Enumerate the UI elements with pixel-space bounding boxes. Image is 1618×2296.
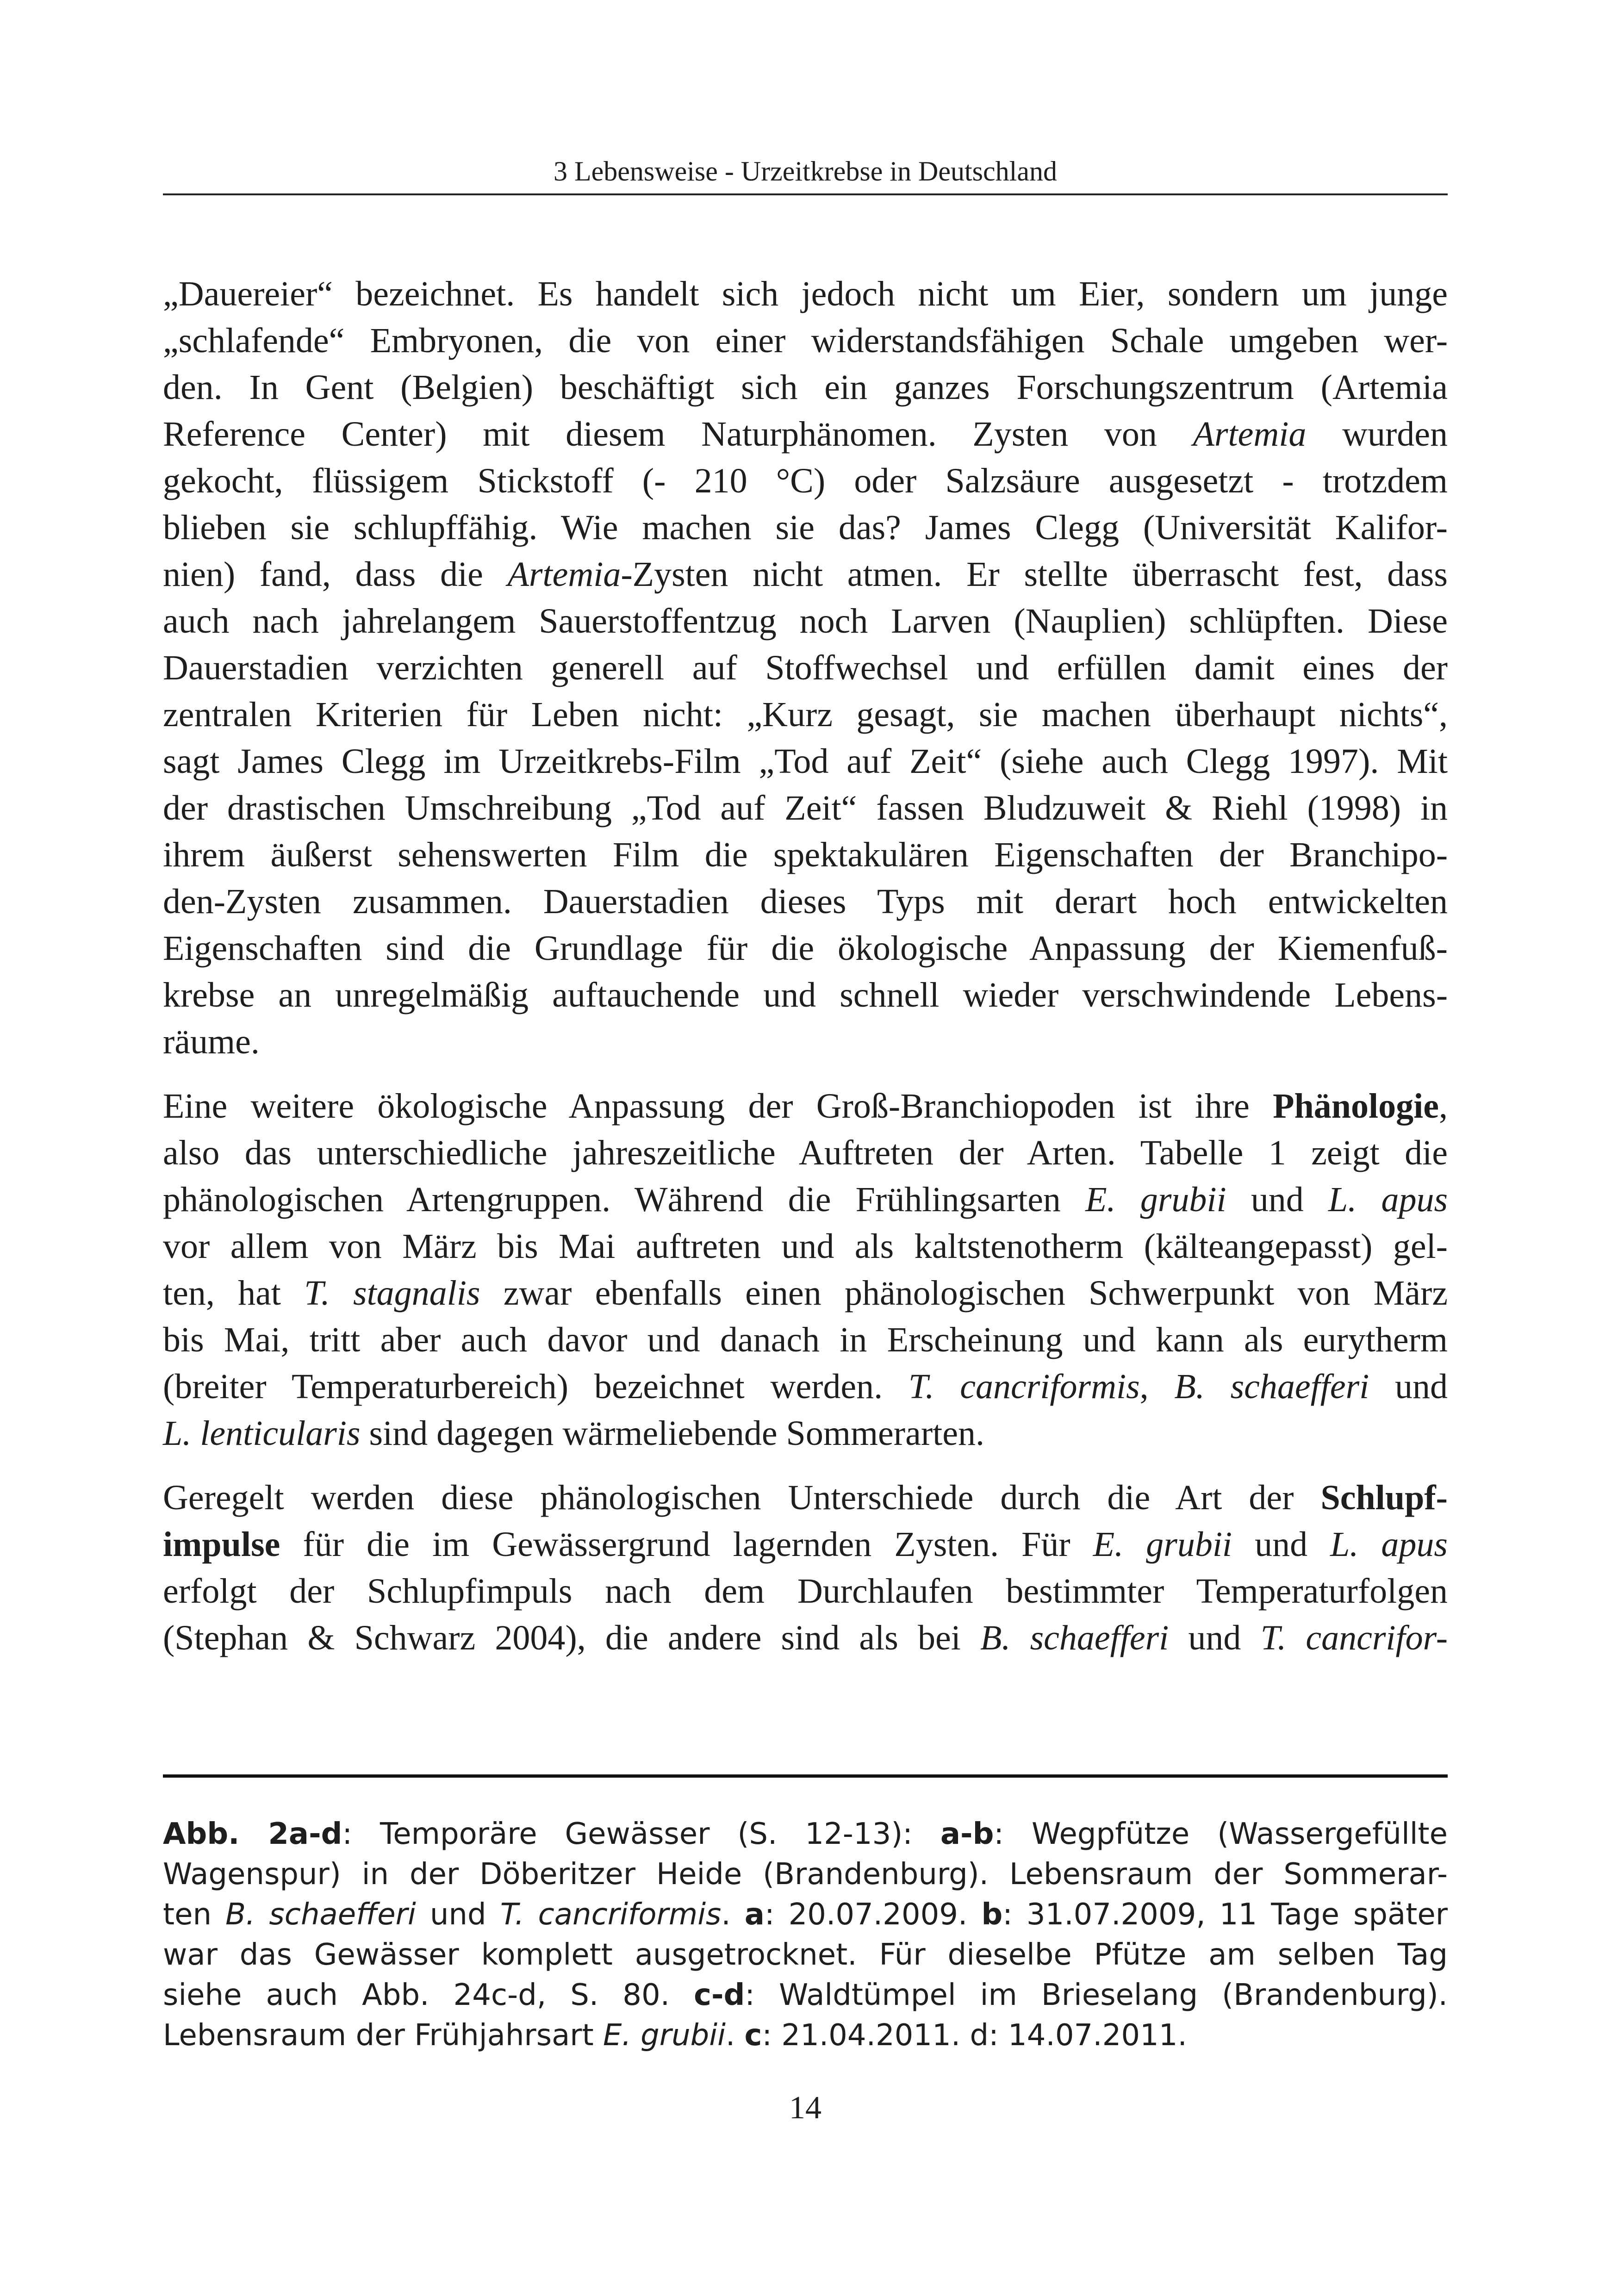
text-line (163, 878, 1448, 925)
text-run: nien) fand, dass die (163, 555, 508, 594)
text-run: bis Mai, tritt aber auch davor und danach in Erscheinung und kann als eurytherm (163, 1320, 1448, 1359)
text-line (163, 785, 1448, 832)
text-run: und (1169, 1618, 1261, 1657)
italic-text: Artemia (507, 555, 621, 594)
text-run: : Wegpfütze (Wassergefüllte (994, 1817, 1448, 1851)
text-run: Eigenschaften sind die Grundlage für die ökologische Anpassung der Kiemenfuß- (163, 929, 1448, 968)
text-line (163, 1521, 1448, 1568)
text-line (163, 458, 1448, 504)
text-line (163, 925, 1448, 972)
text-run: und (1232, 1525, 1331, 1564)
text-line (163, 1317, 1448, 1363)
italic-text: L. apus (1330, 1525, 1448, 1564)
body-text (163, 271, 1448, 1679)
italic-text: E. grubii (603, 2018, 726, 2053)
text-run: erfolgt der Schlupfimpuls nach dem Durchlaufen bestimmter Temperaturfolgen (163, 1572, 1448, 1611)
text-run: den-Zysten zusammen. Dauerstadien dieses Typs mit derart hoch entwickelten (163, 882, 1448, 921)
text-run: ihrem äußerst sehenswerten Film die spektakulären Eigenschaften der Branchipo- (163, 835, 1448, 874)
text-run: : 31.07.2009, 11 Tage später (1002, 1898, 1448, 1932)
text-run: und (1369, 1367, 1448, 1406)
text-line (163, 1410, 1448, 1457)
text-run: für die im Gewässergrund lagernden Zysten. Für (280, 1525, 1093, 1564)
text-line (163, 1270, 1448, 1317)
bold-text: c-d (694, 1978, 745, 2012)
header-rule (163, 193, 1448, 195)
text-run: phänologischen Artengruppen. Während die Frühlingsarten (163, 1180, 1086, 1219)
text-run: Dauerstadien verzichten generell auf Stoffwechsel und erfüllen damit eines der (163, 648, 1448, 687)
text-run: zentralen Kriterien für Leben nicht: „Kurz gesagt, sie machen überhaupt nichts“, (163, 695, 1448, 734)
running-header: 3 Lebensweise - Urzeitkrebse in Deutschland (554, 156, 1057, 187)
text-run: . (725, 2018, 745, 2053)
text-run: räume. (163, 1022, 260, 1061)
text-line (163, 1475, 1448, 1521)
text-line (163, 2016, 1448, 2056)
text-run: : 20.07.2009. (764, 1898, 982, 1932)
text-run: auch nach jahrelangem Sauerstoffentzug noch Larven (Nauplien) schlüpften. Diese (163, 602, 1448, 641)
bold-text: impulse (163, 1525, 280, 1564)
text-line (163, 504, 1448, 551)
italic-text: B. schaefferi (980, 1618, 1169, 1657)
text-line (163, 738, 1448, 785)
text-run: ten, hat (163, 1274, 305, 1313)
text-line (163, 1130, 1448, 1176)
text-run: siehe auch Abb. 24c-d, S. 80. (163, 1978, 694, 2012)
text-run: „Dauereier“ bezeichnet. Es handelt sich jedoch nicht um Eier, sondern um junge (163, 274, 1448, 313)
bold-text: Abb. 2a-d (163, 1817, 342, 1851)
text-run: „schlafende“ Embryonen, die von einer widerstandsfähigen Schale umgeben wer- (163, 321, 1448, 360)
figure-caption (163, 1814, 1448, 2056)
text-line (163, 598, 1448, 645)
text-line (163, 1176, 1448, 1223)
text-run: wurden (1306, 415, 1448, 454)
italic-text: T. cancriformis (500, 1898, 722, 1932)
text-run: : 21.04.2011. d: 14.07.2011. (762, 2018, 1187, 2053)
italic-text: E. grubii (1085, 1180, 1226, 1219)
text-run: Wagenspur) in der Döberitzer Heide (Brandenburg). Lebensraum der Sommerar- (163, 1857, 1448, 1892)
italic-text: L. lenticularis (163, 1414, 361, 1453)
text-run: Lebensraum der Frühjahrsart (163, 2018, 604, 2053)
text-line (163, 1615, 1448, 1661)
italic-text: B. schaefferi (1174, 1367, 1369, 1406)
text-line (163, 411, 1448, 458)
text-line (163, 1019, 1448, 1065)
text-run: Geregelt werden diese phänologischen Unterschiede durch die Art der (163, 1478, 1321, 1517)
text-run: vor allem von März bis Mai auftreten und als kaltstenotherm (kälteangepasst) gel- (163, 1227, 1448, 1266)
italic-text: T. stagnalis (304, 1274, 480, 1313)
text-run: Reference Center) mit diesem Naturphänomen. Zysten von (163, 415, 1193, 454)
text-line (163, 832, 1448, 878)
text-line (163, 551, 1448, 598)
text-line (163, 1854, 1448, 1895)
italic-text: Artemia (1193, 415, 1307, 454)
text-run: sagt James Clegg im Urzeitkrebs-Film „Tod auf Zeit“ (siehe auch Clegg 1997). Mit (163, 742, 1448, 781)
text-line (163, 1083, 1448, 1130)
italic-text: E. grubii (1093, 1525, 1232, 1564)
text-line (163, 1363, 1448, 1410)
text-run: : Temporäre Gewässer (S. 12-13): (342, 1817, 940, 1851)
text-run: der drastischen Umschreibung „Tod auf Zeit“ fassen Bludzuweit & Riehl (1998) in (163, 789, 1448, 828)
text-line (163, 1568, 1448, 1615)
text-run: war das Gewässer komplett ausgetrocknet. Für dieselbe Pfütze am selben Tag (163, 1938, 1448, 1972)
bold-text: b (981, 1898, 1003, 1932)
text-run: und (1226, 1180, 1328, 1219)
text-run: . (721, 1898, 745, 1932)
text-run: und (416, 1898, 500, 1932)
bold-text: Phänologie (1273, 1087, 1439, 1126)
paragraph-dauerstadien (163, 271, 1448, 1065)
text-run: den. In Gent (Belgien) beschäftigt sich ein ganzes Forschungszentrum (Artemia (163, 368, 1448, 407)
text-run: sind dagegen wärmeliebende Sommerarten. (360, 1414, 984, 1453)
text-run: gekocht, flüssigem Stickstoff (- 210 °C) oder Salzsäure ausgesetzt - trotzdem (163, 461, 1448, 500)
bold-text: a-b (940, 1817, 994, 1851)
text-run: (breiter Temperaturbereich) bezeichnet werden. (163, 1367, 909, 1406)
text-line (163, 1975, 1448, 2016)
text-line (163, 691, 1448, 738)
text-line (163, 1895, 1448, 1935)
text-run: : Waldtümpel im Brieselang (Brandenburg). (745, 1978, 1448, 2012)
page-number: 14 (789, 2090, 821, 2126)
bold-text: Schlupf- (1320, 1478, 1448, 1517)
text-run: , (1139, 1367, 1175, 1406)
italic-text: B. schaefferi (225, 1898, 416, 1932)
text-line (163, 364, 1448, 411)
text-run: krebse an unregelmäßig auftauchende und schnell wieder verschwindende Lebens- (163, 976, 1448, 1014)
bold-text: a (744, 1898, 765, 1932)
paragraph-schlupfimpulse (163, 1475, 1448, 1661)
italic-text: T. cancriformis (908, 1367, 1140, 1406)
caption-rule (163, 1774, 1448, 1778)
text-run: -Zysten nicht atmen. Er stellte überrascht fest, dass (621, 555, 1448, 594)
text-run: blieben sie schlupffähig. Wie machen sie das? James Clegg (Universität Kalifor- (163, 508, 1448, 547)
text-line (163, 317, 1448, 364)
text-run: (Stephan & Schwarz 2004), die andere sind als bei (163, 1618, 980, 1657)
italic-text: T. cancrifor- (1260, 1618, 1448, 1657)
text-run: , (1439, 1087, 1448, 1126)
text-run: zwar ebenfalls einen phänologischen Schwerpunkt von März (480, 1274, 1448, 1313)
text-line (163, 271, 1448, 317)
text-line (163, 1935, 1448, 1975)
paragraph-phaenologie (163, 1083, 1448, 1457)
text-line (163, 1814, 1448, 1854)
text-run: also das unterschiedliche jahreszeitliche Auftreten der Arten. Tabelle 1 zeigt die (163, 1133, 1448, 1172)
bold-text: c (744, 2018, 762, 2053)
text-run: Eine weitere ökologische Anpassung der Groß-Branchiopoden ist ihre (163, 1087, 1273, 1126)
text-line (163, 645, 1448, 691)
italic-text: L. apus (1328, 1180, 1448, 1219)
text-line (163, 972, 1448, 1019)
text-line (163, 1223, 1448, 1270)
text-run: ten (163, 1898, 226, 1932)
